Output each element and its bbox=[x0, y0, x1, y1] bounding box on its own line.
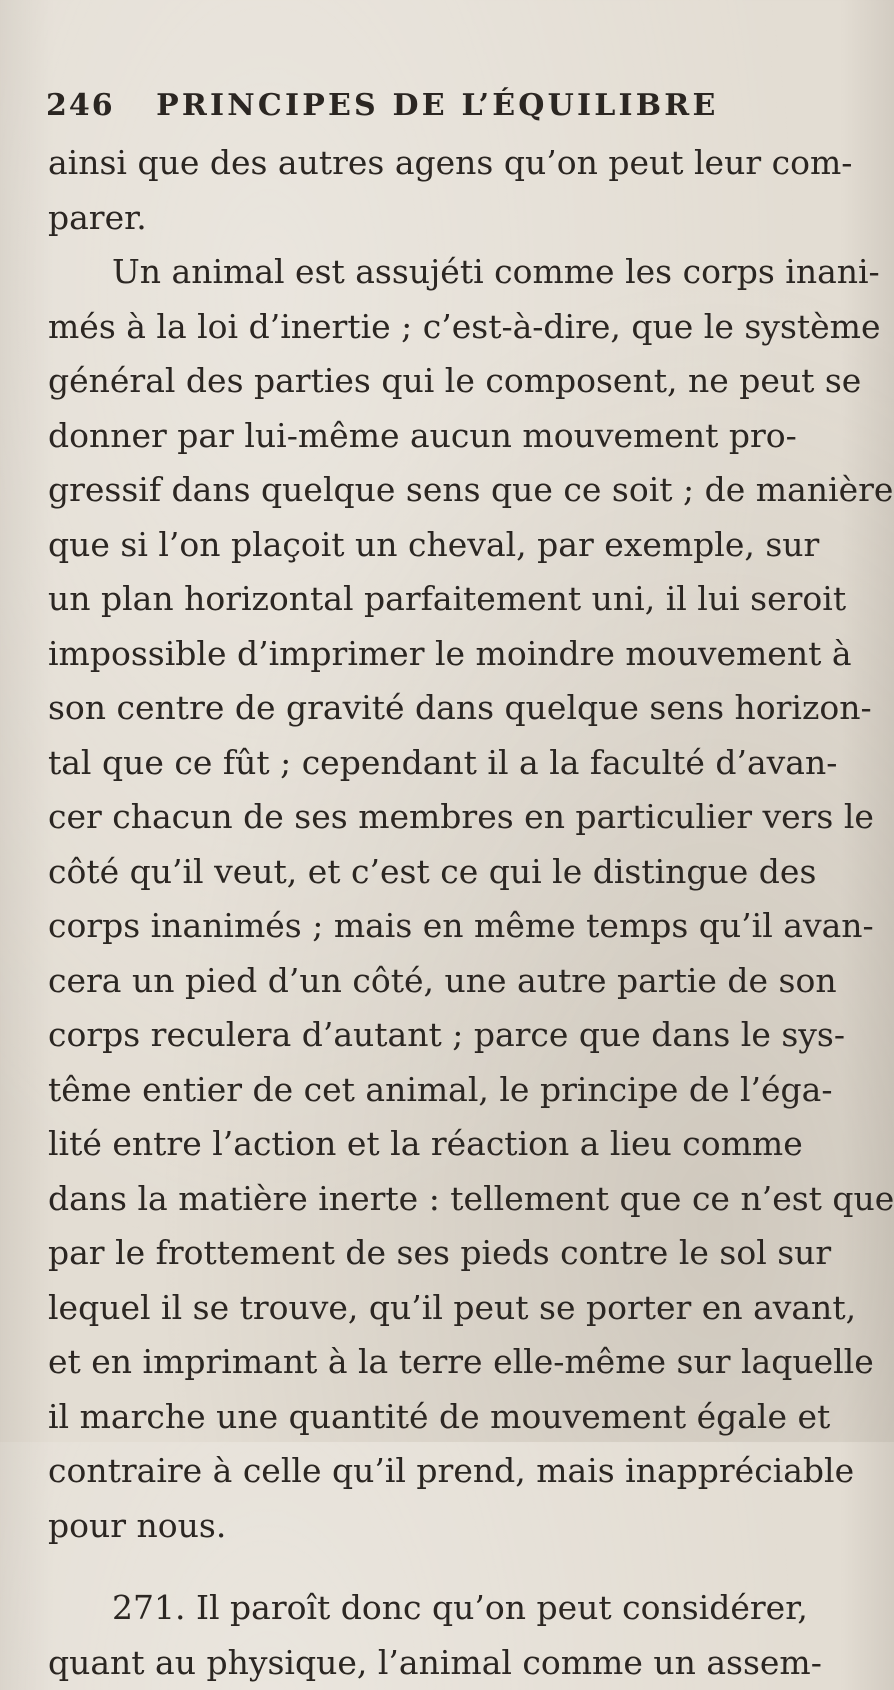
text-line: par le frottement de ses pieds contre le sol sur bbox=[48, 1226, 760, 1281]
text-line: pour nous. bbox=[48, 1499, 760, 1554]
text-line: lité entre l’action et la réaction a lieu comme bbox=[48, 1117, 760, 1172]
text-line: dans la matière inerte : tellement que ce n’est que bbox=[48, 1172, 760, 1227]
body-text bbox=[48, 136, 760, 1690]
text-line: cera un pied d’un côté, une autre partie de son bbox=[48, 954, 760, 1009]
text-line: corps inanimés ; mais en même temps qu’il avan- bbox=[48, 899, 760, 954]
paragraph-271 bbox=[48, 1581, 760, 1690]
text-line: cer chacun de ses membres en particulier vers le bbox=[48, 790, 760, 845]
text-line: son centre de gravité dans quelque sens horizon- bbox=[48, 681, 760, 736]
page-number: 246 bbox=[46, 88, 115, 123]
text-line: lequel il se trouve, qu’il peut se porter en avant, bbox=[48, 1281, 760, 1336]
paragraph-animal-inertia bbox=[48, 245, 760, 1553]
running-head bbox=[46, 88, 766, 128]
text-line: côté qu’il veut, et c’est ce qui le distingue des bbox=[48, 845, 760, 900]
text-line: quant au physique, l’animal comme un assem- bbox=[48, 1636, 760, 1690]
text-line: impossible d’imprimer le moindre mouvement à bbox=[48, 627, 760, 682]
text-line: ainsi que des autres agens qu’on peut leur com- bbox=[48, 136, 760, 191]
paragraph-continuation bbox=[48, 136, 760, 245]
text-line: corps reculera d’autant ; parce que dans le sys- bbox=[48, 1008, 760, 1063]
text-line: un plan horizontal parfaitement uni, il lui seroit bbox=[48, 572, 760, 627]
text-line: que si l’on plaçoit un cheval, par exemple, sur bbox=[48, 518, 760, 573]
text-line: contraire à celle qu’il prend, mais inappréciable bbox=[48, 1444, 760, 1499]
paragraph-gap bbox=[48, 1553, 760, 1581]
text-line: donner par lui-même aucun mouvement pro- bbox=[48, 409, 760, 464]
text-line: 271. Il paroît donc qu’on peut considérer, bbox=[48, 1581, 760, 1636]
running-title: PRINCIPES DE L’ÉQUILIBRE bbox=[156, 88, 718, 123]
text-line: il marche une quantité de mouvement égale et bbox=[48, 1390, 760, 1445]
text-line: général des parties qui le composent, ne peut se bbox=[48, 354, 760, 409]
text-line: et en imprimant à la terre elle-même sur laquelle bbox=[48, 1335, 760, 1390]
text-line: gressif dans quelque sens que ce soit ; de manière bbox=[48, 463, 760, 518]
text-line: més à la loi d’inertie ; c’est-à-dire, que le système bbox=[48, 300, 760, 355]
text-line: tal que ce fût ; cependant il a la faculté d’avan- bbox=[48, 736, 760, 791]
text-line: tême entier de cet animal, le principe de l’éga- bbox=[48, 1063, 760, 1118]
text-line: Un animal est assujéti comme les corps inani- bbox=[48, 245, 760, 300]
text-line: parer. bbox=[48, 191, 760, 246]
